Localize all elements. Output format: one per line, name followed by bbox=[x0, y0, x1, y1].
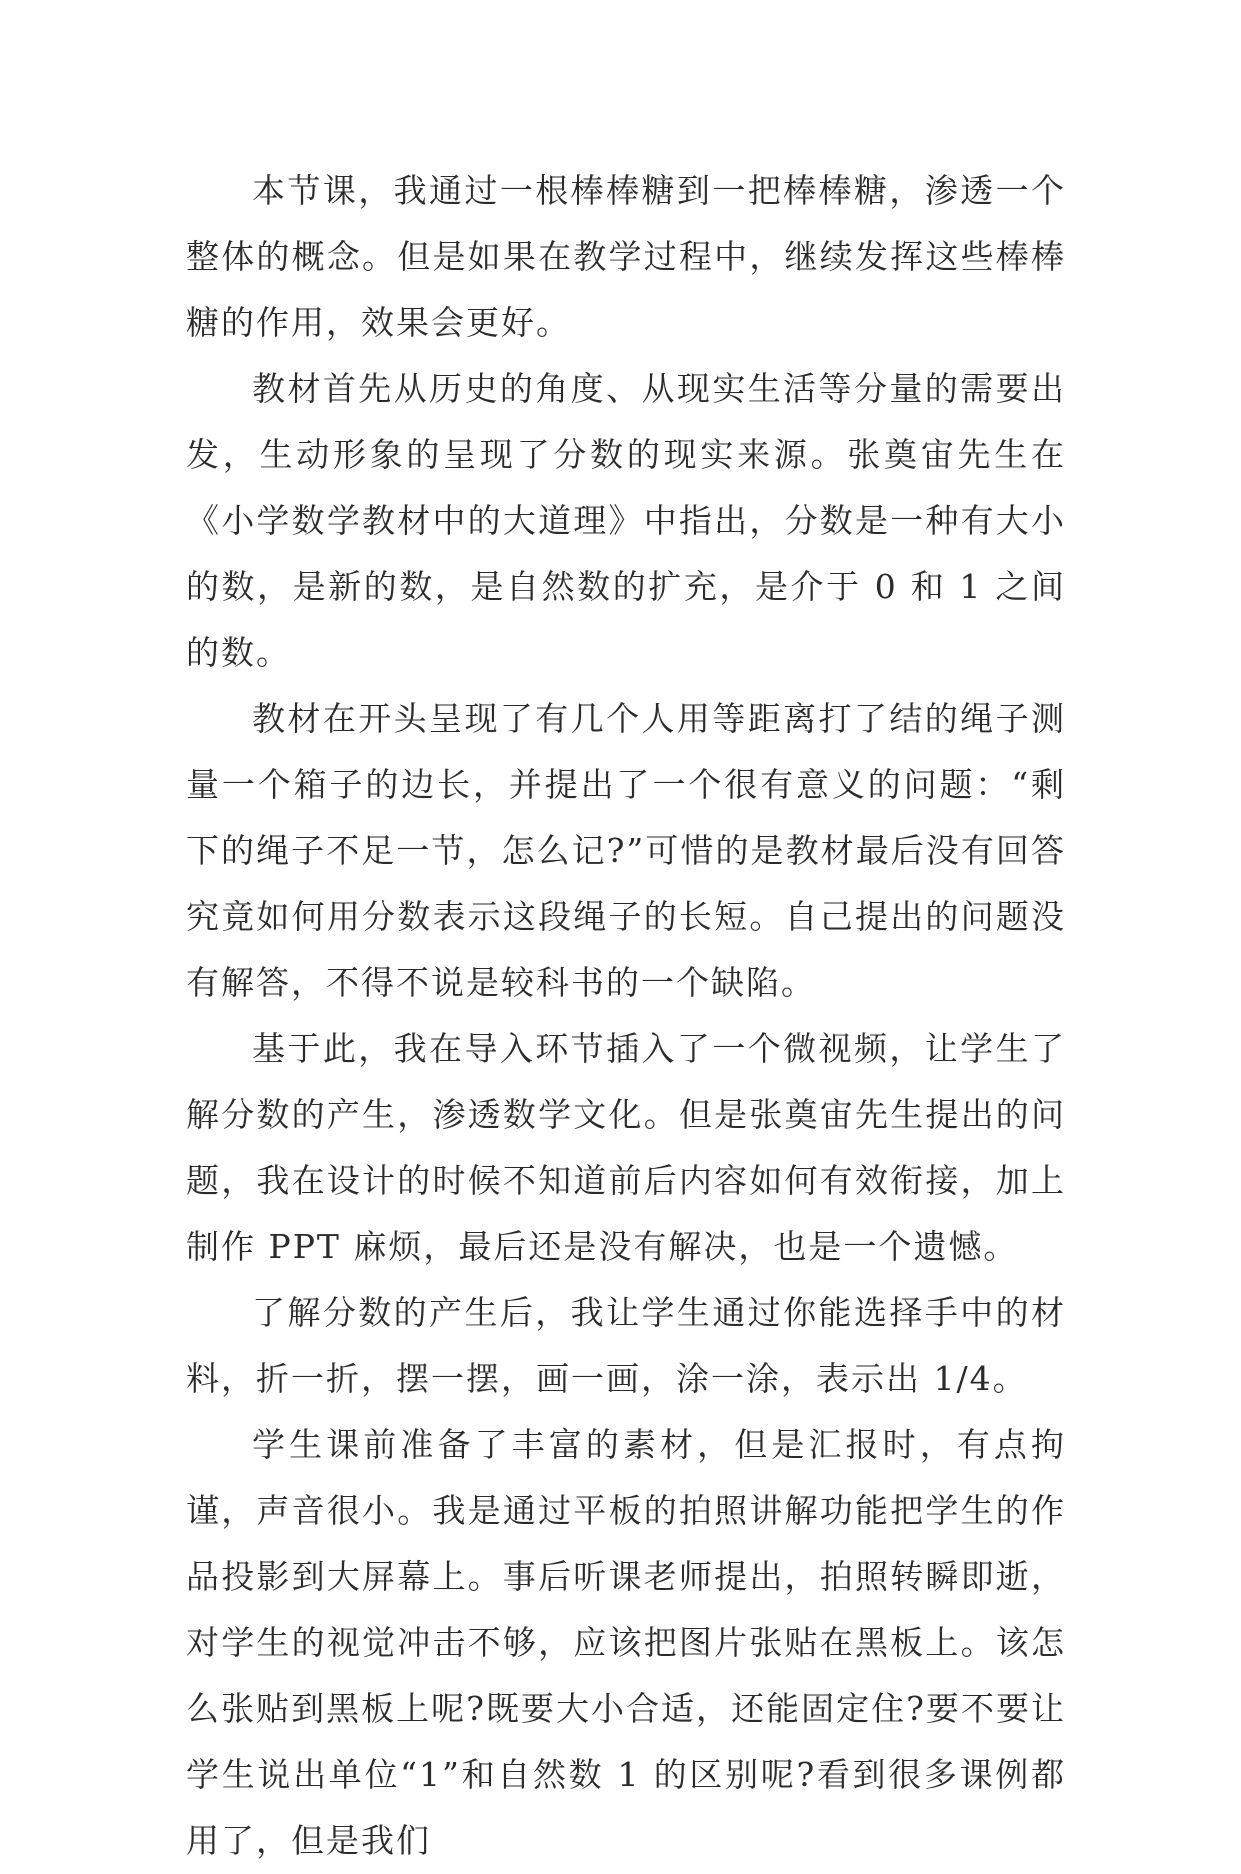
paragraph-3: 教材在开头呈现了有几个人用等距离打了结的绳子测量一个箱子的边长，并提出了一个很有意义的问题：“剩下的绳子不足一节，怎么记?”可惜的是教材最后没有回答究竟如何用分数表示这段绳子的长短。自己提出的问题没有解答，不得不说是较科书的一个缺陷。 bbox=[186, 699, 1066, 1002]
paragraph-6: 学生课前准备了丰富的素材，但是汇报时，有点拘谨，声音很小。我是通过平板的拍照讲解功能把学生的作品投影到大屏幕上。事后听课老师提出，拍照转瞬即逝，对学生的视觉冲击不够，应该把图片张贴在黑板上。该怎么张贴到黑板上呢?既要大小合适，还能固定住?要不要让学生说出单位“1”和自然数 1 的区别呢?看到很多课例都用了，但是我们 bbox=[186, 1425, 1066, 1860]
paragraph-1: 本节课，我通过一根棒棒糖到一把棒棒糖，渗透一个整体的概念。但是如果在教学过程中，继续发挥这些棒棒糖的作用，效果会更好。 bbox=[186, 171, 1066, 342]
paragraph-5: 了解分数的产生后，我让学生通过你能选择手中的材料，折一折，摆一摆，画一画，涂一涂，表示出 1/4。 bbox=[186, 1293, 1066, 1398]
paragraph-2: 教材首先从历史的角度、从现实生活等分量的需要出发，生动形象的呈现了分数的现实来源。张奠宙先生在《小学数学教材中的大道理》中指出，分数是一种有大小的数，是新的数，是自然数的扩充，是介于 0 和 1 之间的数。 bbox=[186, 369, 1066, 672]
paragraph-4: 基于此，我在导入环节插入了一个微视频，让学生了解分数的产生，渗透数学文化。但是张奠宙先生提出的问题，我在设计的时候不知道前后内容如何有效衔接，加上制作 PPT 麻烦，最后还是没有解决，也是一个遗憾。 bbox=[186, 1029, 1066, 1266]
document-body bbox=[186, 158, 1066, 1874]
